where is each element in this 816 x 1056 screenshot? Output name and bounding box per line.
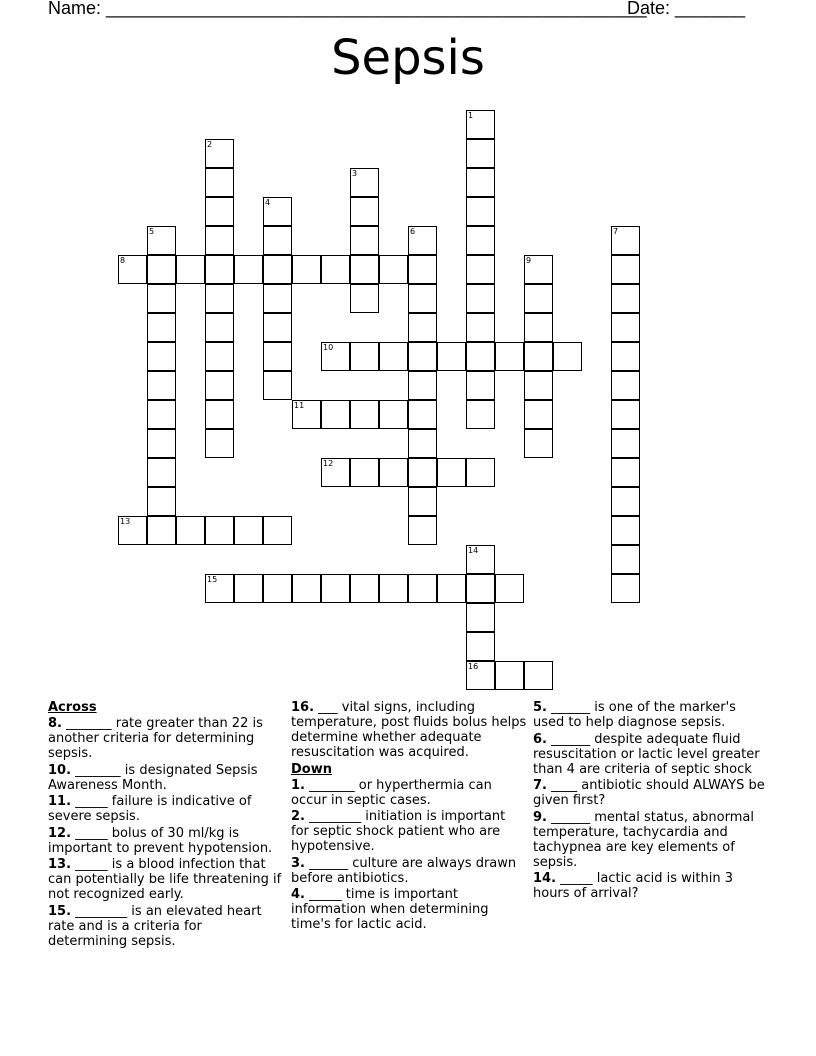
grid-cell[interactable]	[321, 400, 350, 429]
clue-number: 11	[294, 401, 305, 410]
clue-down-5: 5. ______ is one of the marker's used to help diagnose sepsis.	[533, 700, 736, 730]
grid-cell[interactable]	[147, 284, 176, 313]
grid-cell[interactable]	[437, 458, 466, 487]
grid-cell[interactable]	[408, 284, 437, 313]
clue-number: 4	[265, 198, 271, 207]
clue-number: 6	[410, 227, 416, 236]
grid-cell[interactable]	[495, 342, 524, 371]
grid-cell[interactable]	[205, 284, 234, 313]
grid-cell[interactable]	[147, 313, 176, 342]
clue-number: 12	[323, 459, 334, 468]
grid-cell[interactable]	[466, 197, 495, 226]
name-field-label[interactable]: Name: ______________________________________________________	[48, 0, 647, 18]
grid-cell[interactable]	[205, 371, 234, 400]
clue-across-11: 11. _____ failure is indicative of severe sepsis.	[48, 794, 252, 824]
grid-cell[interactable]	[611, 226, 640, 255]
clue-number: 5	[149, 227, 155, 236]
grid-cell[interactable]	[176, 516, 205, 545]
grid-cell[interactable]	[176, 255, 205, 284]
clue-down-9: 9. ______ mental status, abnormal temperature, tachycardia and tachypnea are key elements of sepsis.	[533, 809, 754, 870]
grid-cell[interactable]	[263, 313, 292, 342]
grid-cell[interactable]	[466, 110, 495, 139]
grid-cell[interactable]	[611, 371, 640, 400]
grid-cell[interactable]	[292, 255, 321, 284]
grid-cell[interactable]	[350, 342, 379, 371]
across-heading: Across	[48, 700, 97, 715]
clue-down-3: 3. ______ culture are always drawn before antibiotics.	[291, 855, 517, 886]
grid-cell[interactable]	[147, 400, 176, 429]
grid-cell[interactable]	[292, 574, 321, 603]
clue-number: 2	[207, 140, 213, 149]
date-field-label[interactable]: Date: _______	[627, 0, 746, 18]
grid-cell[interactable]	[205, 197, 234, 226]
grid-cell[interactable]	[466, 632, 495, 661]
grid-cell[interactable]	[147, 458, 176, 487]
grid-cell[interactable]	[524, 661, 553, 690]
grid-cell[interactable]	[466, 661, 495, 690]
grid-cell[interactable]	[205, 139, 234, 168]
grid-cell[interactable]	[379, 342, 408, 371]
grid-cell[interactable]	[350, 226, 379, 255]
grid-cell[interactable]	[350, 197, 379, 226]
grid-cell[interactable]	[466, 168, 495, 197]
clue-down-6: 6. ______ despite adequate fluid resuscitation or lactic level greater than 4 are criteria of septic shock	[533, 731, 760, 777]
grid-cell[interactable]	[495, 661, 524, 690]
grid-cell[interactable]	[524, 313, 553, 342]
clue-across-10: 10. _______ is designated Sepsis Awareness Month.	[48, 762, 258, 793]
grid-cell[interactable]	[234, 574, 263, 603]
grid-cell[interactable]	[611, 545, 640, 574]
clue-number: 13	[120, 517, 131, 526]
grid-cell[interactable]	[466, 400, 495, 429]
grid-cell[interactable]	[524, 400, 553, 429]
grid-cell[interactable]	[350, 284, 379, 313]
clue-across-16: 16. ___ vital signs, including temperature, post fluids bolus helps determine whether adequate resuscitation was acquired.	[291, 700, 527, 760]
clue-number: 14	[468, 546, 479, 555]
grid-cell[interactable]	[524, 371, 553, 400]
grid-cell[interactable]	[147, 516, 176, 545]
clue-down-4: 4. _____ time is important information when determining time's for lactic acid.	[291, 887, 489, 932]
grid-cell[interactable]	[524, 429, 553, 458]
grid-cell[interactable]	[118, 255, 147, 284]
grid-cell[interactable]	[263, 516, 292, 545]
grid-cell[interactable]	[292, 400, 321, 429]
grid-cell[interactable]	[205, 429, 234, 458]
grid-cell[interactable]	[611, 284, 640, 313]
grid-cell[interactable]	[524, 342, 553, 371]
grid-cell[interactable]	[408, 516, 437, 545]
clue-number: 1	[468, 111, 474, 120]
grid-cell[interactable]	[263, 197, 292, 226]
grid-cell[interactable]	[466, 313, 495, 342]
clues-column-2	[291, 700, 527, 934]
grid-cell[interactable]	[466, 284, 495, 313]
grid-cell[interactable]	[611, 400, 640, 429]
grid-cell[interactable]	[147, 255, 176, 284]
grid-cell[interactable]	[408, 487, 437, 516]
grid-cell[interactable]	[147, 371, 176, 400]
grid-cell[interactable]	[466, 226, 495, 255]
grid-cell[interactable]	[234, 516, 263, 545]
grid-cell[interactable]	[466, 545, 495, 574]
grid-cell[interactable]	[408, 255, 437, 284]
clue-across-15: 15. ________ is an elevated heart rate and is a criteria for determining sepsis.	[48, 903, 262, 949]
grid-cell[interactable]	[466, 139, 495, 168]
grid-cell[interactable]	[408, 342, 437, 371]
grid-cell[interactable]	[408, 226, 437, 255]
grid-cell[interactable]	[234, 255, 263, 284]
grid-cell[interactable]	[147, 342, 176, 371]
grid-cell[interactable]	[524, 255, 553, 284]
clue-number: 3	[352, 169, 358, 178]
grid-cell[interactable]	[611, 458, 640, 487]
grid-cell[interactable]	[205, 168, 234, 197]
grid-cell[interactable]	[321, 574, 350, 603]
clue-down-2: 2. ________ initiation is important for septic shock patient who are hypotensive.	[291, 809, 506, 854]
grid-cell[interactable]	[321, 342, 350, 371]
clue-across-12: 12. _____ bolus of 30 ml/kg is important to prevent hypotension.	[48, 825, 273, 856]
grid-cell[interactable]	[205, 400, 234, 429]
grid-cell[interactable]	[495, 574, 524, 603]
grid-cell[interactable]	[205, 313, 234, 342]
grid-cell[interactable]	[147, 487, 176, 516]
grid-cell[interactable]	[611, 487, 640, 516]
clues-column-3	[533, 700, 769, 903]
grid-cell[interactable]	[611, 255, 640, 284]
grid-cell[interactable]	[408, 458, 437, 487]
grid-cell[interactable]	[408, 400, 437, 429]
grid-cell[interactable]	[408, 429, 437, 458]
grid-cell[interactable]	[350, 168, 379, 197]
clue-down-7: 7. ____ antibiotic should ALWAYS be given first?	[533, 778, 765, 808]
grid-cell[interactable]	[205, 342, 234, 371]
grid-cell[interactable]	[379, 255, 408, 284]
grid-cell[interactable]	[553, 342, 582, 371]
grid-cell[interactable]	[379, 458, 408, 487]
grid-cell[interactable]	[466, 371, 495, 400]
grid-cell[interactable]	[611, 313, 640, 342]
grid-cell[interactable]	[466, 255, 495, 284]
grid-cell[interactable]	[350, 574, 379, 603]
grid-cell[interactable]	[263, 342, 292, 371]
clues-column-1	[48, 700, 284, 950]
grid-cell[interactable]	[466, 342, 495, 371]
clue-number: 7	[613, 227, 619, 236]
grid-cell[interactable]	[321, 255, 350, 284]
grid-cell[interactable]	[263, 226, 292, 255]
grid-cell[interactable]	[205, 226, 234, 255]
clue-number: 15	[207, 575, 218, 584]
grid-cell[interactable]	[611, 429, 640, 458]
down-heading: Down	[291, 761, 332, 777]
clue-number: 10	[323, 343, 334, 352]
grid-cell[interactable]	[408, 371, 437, 400]
grid-cell[interactable]	[379, 400, 408, 429]
grid-cell[interactable]	[611, 574, 640, 603]
grid-cell[interactable]	[611, 342, 640, 371]
grid-cell[interactable]	[205, 255, 234, 284]
grid-cell[interactable]	[147, 429, 176, 458]
puzzle-title: Sepsis	[331, 30, 485, 86]
grid-cell[interactable]	[408, 313, 437, 342]
grid-cell[interactable]	[321, 458, 350, 487]
clue-across-8: 8. _______ rate greater than 22 is another criteria for determining sepsis.	[48, 716, 263, 761]
clue-number: 9	[526, 256, 532, 265]
grid-cell[interactable]	[118, 516, 147, 545]
grid-cell[interactable]	[379, 574, 408, 603]
grid-cell[interactable]	[466, 603, 495, 632]
clue-down-14: 14. _____ lactic acid is within 3 hours of arrival?	[533, 871, 733, 901]
grid-cell[interactable]	[147, 226, 176, 255]
clue-down-1: 1. _______ or hyperthermia can occur in septic cases.	[291, 777, 492, 808]
grid-cell[interactable]	[437, 342, 466, 371]
grid-cell[interactable]	[263, 574, 292, 603]
grid-cell[interactable]	[350, 255, 379, 284]
grid-cell[interactable]	[350, 400, 379, 429]
grid-cell[interactable]	[611, 516, 640, 545]
grid-cell[interactable]	[466, 458, 495, 487]
grid-cell[interactable]	[350, 458, 379, 487]
clue-across-13: 13. _____ is a blood infection that can potentially be life threatening if not recognized early.	[48, 857, 282, 902]
grid-cell[interactable]	[263, 255, 292, 284]
grid-cell[interactable]	[524, 284, 553, 313]
grid-cell[interactable]	[205, 574, 234, 603]
clue-number: 16	[468, 662, 479, 671]
grid-cell[interactable]	[466, 574, 495, 603]
clue-number: 8	[120, 256, 126, 265]
grid-cell[interactable]	[263, 371, 292, 400]
grid-cell[interactable]	[437, 574, 466, 603]
grid-cell[interactable]	[408, 574, 437, 603]
grid-cell[interactable]	[263, 284, 292, 313]
grid-cell[interactable]	[205, 516, 234, 545]
